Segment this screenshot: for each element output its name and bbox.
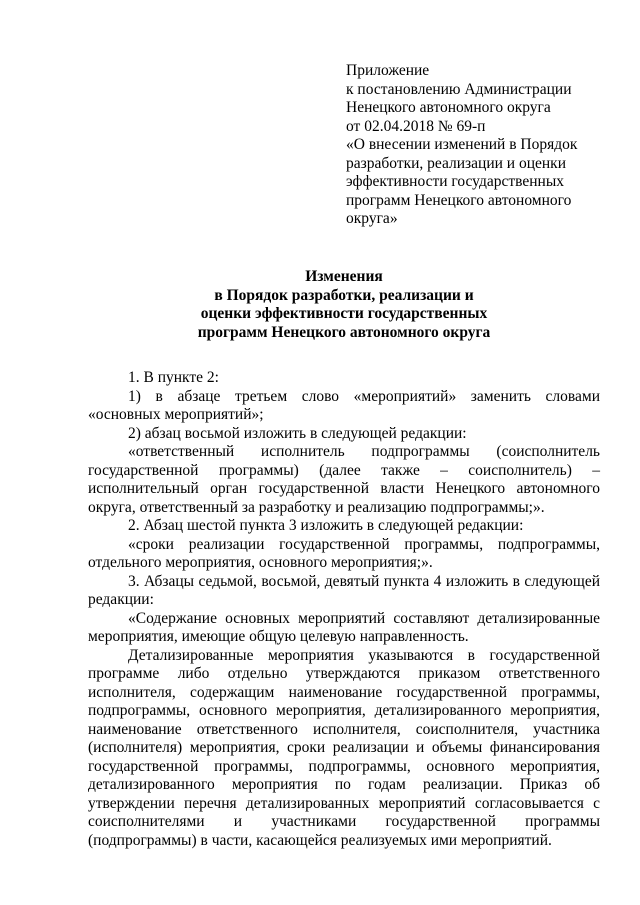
appendix-block bbox=[346, 62, 616, 229]
paragraph: 1. В пункте 2: bbox=[128, 369, 219, 386]
title-line: в Порядок разработки, реализации и bbox=[214, 286, 474, 304]
paragraph: 2) абзац восьмой изложить в следующей редакции: bbox=[128, 424, 467, 442]
paragraph: «сроки реализации государственной программы, подпрограммы, отдельного мероприятия, основного мероприятия;». bbox=[88, 535, 600, 571]
appendix-line: Ненецкого автономного округа bbox=[346, 99, 551, 116]
paragraph: Детализированные мероприятия указываются в государственной программе либо отдельно утверждаются приказом ответственного исполнителя, содержащим наименование государственной программы, подпрограммы, основного мероприятия, детализированного мероприятия, наименование ответственного исполнителя, соисполнителя, участника (исполнителя) мероприятия, сроки реализации и объемы финансирования государственной программы, подпрограммы, основного мероприятия, детализированного мероприятия по годам реализации. Приказ об утверждении перечня детализированных мероприятий согласовывается с соисполнителями и участниками государственной программы (подпрограммы) в части, касающейся реализуемых ими мероприятий. bbox=[88, 646, 600, 849]
appendix-line: разработки, реализации и оценки bbox=[346, 154, 567, 172]
title-line: Изменения bbox=[305, 268, 383, 285]
title-line: оценки эффективности государственных bbox=[200, 305, 488, 323]
title-line: программ Ненецкого автономного округа bbox=[197, 324, 491, 342]
document-body bbox=[88, 369, 600, 850]
appendix-line: эффективности государственных bbox=[346, 173, 564, 190]
paragraph: «ответственный исполнитель подпрограммы (соисполнитель государственной программы) (далее также – соисполнитель) – исполнительный орган государственной власти Ненецкого автономного округа, ответственный за разработку и реализацию подпрограммы;». bbox=[88, 443, 600, 516]
document-title bbox=[88, 268, 600, 343]
appendix-line: от 02.04.2018 № 69-п bbox=[346, 117, 486, 135]
appendix-line: Приложение bbox=[346, 62, 430, 79]
appendix-line: «О внесении изменений в Порядок bbox=[346, 136, 578, 153]
appendix-line: программ Ненецкого автономного bbox=[346, 191, 572, 209]
paragraph: 2. Абзац шестой пункта 3 изложить в следующей редакции: bbox=[128, 517, 524, 534]
paragraph: 1) в абзаце третьем слово «мероприятий» заменить словами «основных мероприятий»; bbox=[88, 387, 600, 423]
appendix-line: к постановлению Администрации bbox=[346, 80, 572, 98]
appendix-line: округа» bbox=[346, 210, 398, 227]
paragraph: 3. Абзацы седьмой, восьмой, девятый пункта 4 изложить в следующей редакции: bbox=[88, 572, 600, 608]
paragraph: «Содержание основных мероприятий составляют детализированные мероприятия, имеющие общую целевую направленность. bbox=[88, 609, 600, 645]
